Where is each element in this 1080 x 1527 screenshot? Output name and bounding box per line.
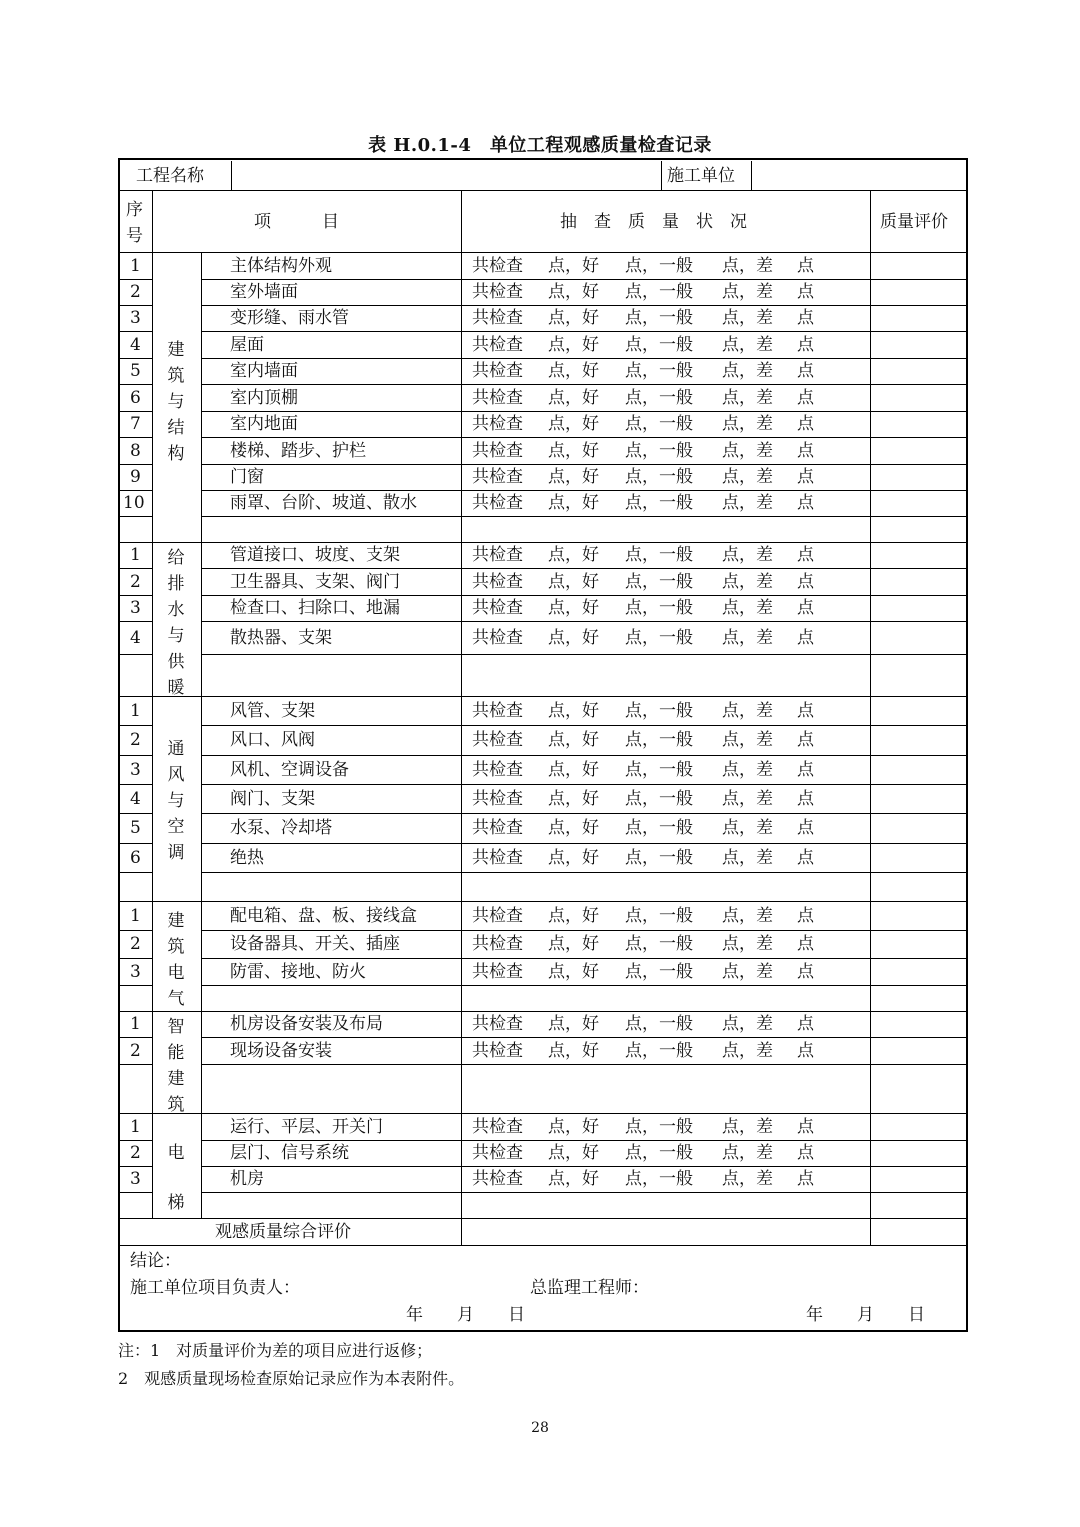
status-text: 共检查 xyxy=(472,701,523,721)
rule-line xyxy=(118,252,968,253)
item-name: 水泵、冷却塔 xyxy=(230,818,332,838)
eval-label: 质量评价 xyxy=(880,212,948,232)
status-text: 点，一般 xyxy=(625,1014,693,1034)
status-text: 点，好 xyxy=(548,1169,599,1189)
rule-line xyxy=(118,1113,968,1114)
contractor-lead-label: 施工单位项目负责人： xyxy=(130,1278,300,1298)
item-name: 散热器、支架 xyxy=(230,628,332,648)
status-text: 点，差 xyxy=(722,818,773,838)
status-text: 点，好 xyxy=(548,308,599,328)
rule-line xyxy=(118,621,152,622)
rule-line xyxy=(201,985,968,986)
status-text: 点，一般 xyxy=(625,545,693,565)
rule-line xyxy=(870,190,871,1245)
item-name: 现场设备安装 xyxy=(230,1041,332,1061)
rule-line xyxy=(201,1011,202,1113)
rule-line xyxy=(118,1245,968,1246)
status-text: 点，好 xyxy=(548,1041,599,1061)
status-text: 点，好 xyxy=(548,414,599,434)
status-text: 点，好 xyxy=(548,818,599,838)
seq-number: 3 xyxy=(130,598,141,618)
rule-line xyxy=(201,843,968,844)
status-text: 点，一般 xyxy=(625,818,693,838)
status-text: 点，好 xyxy=(548,572,599,592)
status-text: 点，差 xyxy=(722,441,773,461)
rule-line xyxy=(118,305,152,306)
status-text: 点，一般 xyxy=(625,256,693,276)
status-text: 点，差 xyxy=(722,1143,773,1163)
item-name: 防雷、接地、防火 xyxy=(230,962,366,982)
status-text: 点，一般 xyxy=(625,789,693,809)
page-number: 28 xyxy=(531,1420,549,1436)
table-title: 表 H.0.1-4 单位工程观感质量检查记录 xyxy=(368,135,712,156)
note-1: 注：1 对质量评价为差的项目应进行返修； xyxy=(118,1341,433,1360)
rule-line xyxy=(201,958,968,959)
item-name: 设备器具、开关、插座 xyxy=(230,934,400,954)
rule-line xyxy=(118,1166,152,1167)
status-text: 点，好 xyxy=(548,335,599,355)
rule-line xyxy=(118,1037,152,1038)
status-text: 点，差 xyxy=(722,388,773,408)
item-name: 层门、信号系统 xyxy=(230,1143,349,1163)
status-text: 点 xyxy=(797,730,814,750)
status-text: 点 xyxy=(797,414,814,434)
status-text: 点，差 xyxy=(722,308,773,328)
rule-line xyxy=(201,1166,968,1167)
status-text: 共检查 xyxy=(472,598,523,618)
status-text: 点 xyxy=(797,934,814,954)
status-text: 点 xyxy=(797,1117,814,1137)
seq-number: 4 xyxy=(130,789,141,809)
status-text: 点，差 xyxy=(722,572,773,592)
rule-line xyxy=(201,490,968,491)
status-text: 点，一般 xyxy=(625,1041,693,1061)
status-text: 点 xyxy=(797,1041,814,1061)
seq-number: 3 xyxy=(130,308,141,328)
rule-line xyxy=(118,1011,968,1012)
rule-line xyxy=(118,930,152,931)
rule-line xyxy=(118,464,152,465)
rule-line xyxy=(118,872,152,873)
item-label: 项 目 xyxy=(254,212,339,232)
rule-line xyxy=(201,595,968,596)
rule-line xyxy=(201,1192,968,1193)
seq-number: 8 xyxy=(130,441,141,461)
rule-line xyxy=(201,930,968,931)
status-text: 点，差 xyxy=(722,467,773,487)
item-name: 室内顶棚 xyxy=(230,388,298,408)
status-text: 点，好 xyxy=(548,361,599,381)
rule-line xyxy=(201,331,968,332)
rule-line xyxy=(118,958,152,959)
status-text: 点，一般 xyxy=(625,572,693,592)
date-label-right: 年 月 日 xyxy=(806,1305,925,1325)
status-text: 点 xyxy=(797,572,814,592)
status-text: 共检查 xyxy=(472,789,523,809)
note-2: 2 观感质量现场检查原始记录应作为本表附件。 xyxy=(118,1369,465,1388)
status-text: 共检查 xyxy=(472,441,523,461)
status-text: 点 xyxy=(797,1169,814,1189)
rule-line xyxy=(201,784,968,785)
rule-line xyxy=(118,279,152,280)
item-name: 室外墙面 xyxy=(230,282,298,302)
status-text: 点，一般 xyxy=(625,906,693,926)
status-text: 点，好 xyxy=(548,760,599,780)
item-name: 室内墙面 xyxy=(230,361,298,381)
status-text: 点，好 xyxy=(548,906,599,926)
seq-number: 9 xyxy=(130,467,141,487)
status-text: 点，好 xyxy=(548,598,599,618)
status-text: 点，差 xyxy=(722,282,773,302)
status-text: 点，好 xyxy=(548,1117,599,1137)
rule-line xyxy=(201,813,968,814)
rule-line xyxy=(201,1140,968,1141)
status-text: 共检查 xyxy=(472,388,523,408)
overall-eval-label: 观感质量综合评价 xyxy=(215,1222,351,1242)
rule-line xyxy=(118,437,152,438)
rule-line xyxy=(118,1140,152,1141)
status-text: 点 xyxy=(797,361,814,381)
seq-number: 3 xyxy=(130,962,141,982)
item-name: 雨罩、台阶、坡道、散水 xyxy=(230,493,417,513)
rule-line xyxy=(118,813,152,814)
rule-line xyxy=(118,725,152,726)
status-text: 共检查 xyxy=(472,308,523,328)
status-text: 点，好 xyxy=(548,441,599,461)
seq-number: 3 xyxy=(130,1169,141,1189)
status-text: 点 xyxy=(797,962,814,982)
rule-line xyxy=(201,901,202,1011)
status-text: 点，一般 xyxy=(625,628,693,648)
seq-number: 4 xyxy=(130,628,141,648)
item-name: 楼梯、踏步、护栏 xyxy=(230,441,366,461)
status-text: 共检查 xyxy=(472,361,523,381)
rule-line xyxy=(152,190,153,1218)
seq-number: 1 xyxy=(130,1014,141,1034)
status-label: 抽 查 质 量 状 况 xyxy=(560,212,747,232)
rule-line xyxy=(201,437,968,438)
seq-number: 3 xyxy=(130,760,141,780)
status-text: 共检查 xyxy=(472,1014,523,1034)
status-text: 点，差 xyxy=(722,545,773,565)
status-text: 点 xyxy=(797,441,814,461)
status-text: 点，差 xyxy=(722,701,773,721)
category-label: 电梯 xyxy=(167,1143,185,1213)
status-text: 共检查 xyxy=(472,414,523,434)
status-text: 共检查 xyxy=(472,628,523,648)
status-text: 点，一般 xyxy=(625,414,693,434)
chief-supervisor-label: 总监理工程师： xyxy=(530,1278,649,1298)
status-text: 点，差 xyxy=(722,760,773,780)
status-text: 点 xyxy=(797,335,814,355)
status-text: 点，一般 xyxy=(625,335,693,355)
status-text: 点，一般 xyxy=(625,282,693,302)
seq-number: 10 xyxy=(123,493,145,513)
status-text: 共检查 xyxy=(472,256,523,276)
status-text: 点，好 xyxy=(548,545,599,565)
status-text: 点，差 xyxy=(722,256,773,276)
rule-line xyxy=(118,901,968,902)
rule-line xyxy=(201,725,968,726)
project-name-label: 工程名称 xyxy=(136,166,204,186)
status-text: 点，一般 xyxy=(625,361,693,381)
category-label: 建筑与结构 xyxy=(167,340,185,464)
status-text: 点，差 xyxy=(722,848,773,868)
item-name: 风口、风阀 xyxy=(230,730,315,750)
status-text: 点，好 xyxy=(548,962,599,982)
status-text: 点 xyxy=(797,256,814,276)
status-text: 点，一般 xyxy=(625,934,693,954)
status-text: 点 xyxy=(797,906,814,926)
status-text: 共检查 xyxy=(472,906,523,926)
status-text: 点，差 xyxy=(722,934,773,954)
seq-number: 5 xyxy=(130,818,141,838)
rule-line xyxy=(118,985,152,986)
status-text: 点 xyxy=(797,701,814,721)
status-text: 点，一般 xyxy=(625,730,693,750)
status-text: 共检查 xyxy=(472,1117,523,1137)
rule-line xyxy=(201,1037,968,1038)
status-text: 点，一般 xyxy=(625,493,693,513)
status-text: 点，好 xyxy=(548,282,599,302)
seq-number: 2 xyxy=(130,730,141,750)
rule-line xyxy=(118,190,968,191)
item-name: 管道接口、坡度、支架 xyxy=(230,545,400,565)
rule-line xyxy=(118,843,152,844)
seq-number: 1 xyxy=(130,545,141,565)
status-text: 点 xyxy=(797,1143,814,1163)
status-text: 点，一般 xyxy=(625,701,693,721)
status-text: 点 xyxy=(797,848,814,868)
status-text: 共检查 xyxy=(472,760,523,780)
status-text: 点，好 xyxy=(548,1143,599,1163)
status-text: 点，好 xyxy=(548,256,599,276)
status-text: 共检查 xyxy=(472,572,523,592)
status-text: 点 xyxy=(797,493,814,513)
contractor-label: 施工单位 xyxy=(667,166,735,186)
status-text: 点，差 xyxy=(722,493,773,513)
seq-number: 1 xyxy=(130,701,141,721)
status-text: 点 xyxy=(797,1014,814,1034)
rule-line xyxy=(201,1064,968,1065)
item-name: 风机、空调设备 xyxy=(230,760,349,780)
rule-line xyxy=(201,516,968,517)
status-text: 点 xyxy=(797,628,814,648)
rule-line xyxy=(118,696,968,697)
rule-line xyxy=(201,358,968,359)
seq-number: 2 xyxy=(130,282,141,302)
rule-line xyxy=(118,784,152,785)
rule-line xyxy=(118,595,152,596)
rule-line xyxy=(201,542,202,696)
seq-number: 5 xyxy=(130,361,141,381)
status-text: 点，差 xyxy=(722,335,773,355)
rule-line xyxy=(201,279,968,280)
rule-line xyxy=(461,190,462,1245)
seq-number: 2 xyxy=(130,572,141,592)
status-text: 点 xyxy=(797,388,814,408)
item-name: 室内地面 xyxy=(230,414,298,434)
item-name: 配电箱、盘、板、接线盒 xyxy=(230,906,417,926)
item-name: 阀门、支架 xyxy=(230,789,315,809)
status-text: 点，差 xyxy=(722,598,773,618)
status-text: 点，好 xyxy=(548,1014,599,1034)
rule-line xyxy=(118,331,152,332)
status-text: 点 xyxy=(797,598,814,618)
status-text: 点，一般 xyxy=(625,467,693,487)
status-text: 共检查 xyxy=(472,467,523,487)
status-text: 点，一般 xyxy=(625,1143,693,1163)
status-text: 共检查 xyxy=(472,1143,523,1163)
status-text: 点，一般 xyxy=(625,1117,693,1137)
status-text: 点，好 xyxy=(548,848,599,868)
rule-line xyxy=(201,654,968,655)
rule-line xyxy=(231,161,232,190)
rule-line xyxy=(118,384,152,385)
inspection-record-table xyxy=(118,158,968,1332)
seq-number: 1 xyxy=(130,906,141,926)
category-label: 通风与空调 xyxy=(167,739,185,863)
status-text: 共检查 xyxy=(472,1169,523,1189)
status-text: 点，好 xyxy=(548,467,599,487)
category-label: 智能建筑 xyxy=(167,1017,185,1115)
status-text: 点，好 xyxy=(548,789,599,809)
rule-line xyxy=(201,621,968,622)
status-text: 点，差 xyxy=(722,1014,773,1034)
rule-line xyxy=(118,568,152,569)
rule-line xyxy=(201,464,968,465)
seq-number: 6 xyxy=(130,388,141,408)
status-text: 点，差 xyxy=(722,962,773,982)
status-text: 共检查 xyxy=(472,962,523,982)
rule-line xyxy=(118,516,152,517)
status-text: 共检查 xyxy=(472,1041,523,1061)
item-name: 检查口、扫除口、地漏 xyxy=(230,598,400,618)
status-text: 点 xyxy=(797,282,814,302)
status-text: 点 xyxy=(797,467,814,487)
status-text: 点，差 xyxy=(722,1041,773,1061)
status-text: 点，差 xyxy=(722,628,773,648)
status-text: 点，差 xyxy=(722,789,773,809)
status-text: 点，差 xyxy=(722,1169,773,1189)
status-text: 共检查 xyxy=(472,730,523,750)
rule-line xyxy=(201,252,202,542)
rule-line xyxy=(201,696,202,901)
rule-line xyxy=(201,384,968,385)
item-name: 绝热 xyxy=(230,848,264,868)
rule-line xyxy=(118,411,152,412)
status-text: 点，差 xyxy=(722,730,773,750)
status-text: 点，好 xyxy=(548,934,599,954)
seq-number: 1 xyxy=(130,256,141,276)
status-text: 点，一般 xyxy=(625,760,693,780)
status-text: 点 xyxy=(797,545,814,565)
item-name: 机房设备安装及布局 xyxy=(230,1014,383,1034)
status-text: 共检查 xyxy=(472,493,523,513)
rule-line xyxy=(751,161,752,190)
seq-number: 1 xyxy=(130,1117,141,1137)
status-text: 共检查 xyxy=(472,818,523,838)
status-text: 点 xyxy=(797,308,814,328)
category-label: 给排水与供暖 xyxy=(167,548,185,698)
seq-number: 6 xyxy=(130,848,141,868)
category-label: 建筑电气 xyxy=(167,911,185,1009)
item-name: 卫生器具、支架、阀门 xyxy=(230,572,400,592)
rule-line xyxy=(118,1064,152,1065)
item-name: 机房 xyxy=(230,1169,264,1189)
rule-line xyxy=(118,654,152,655)
rule-line xyxy=(118,358,152,359)
rule-line xyxy=(661,161,662,190)
status-text: 点，好 xyxy=(548,388,599,408)
rule-line xyxy=(201,411,968,412)
rule-line xyxy=(201,305,968,306)
status-text: 点，一般 xyxy=(625,962,693,982)
status-text: 点，差 xyxy=(722,906,773,926)
rule-line xyxy=(118,1218,968,1219)
status-text: 点，差 xyxy=(722,414,773,434)
item-name: 屋面 xyxy=(230,335,264,355)
item-name: 运行、平层、开关门 xyxy=(230,1117,383,1137)
rule-line xyxy=(201,872,968,873)
seq-number: 2 xyxy=(130,1143,141,1163)
status-text: 点，一般 xyxy=(625,848,693,868)
item-name: 门窗 xyxy=(230,467,264,487)
status-text: 点，差 xyxy=(722,361,773,381)
rule-line xyxy=(118,542,968,543)
status-text: 点，好 xyxy=(548,701,599,721)
status-text: 共检查 xyxy=(472,934,523,954)
status-text: 点 xyxy=(797,818,814,838)
status-text: 点，一般 xyxy=(625,308,693,328)
status-text: 点，一般 xyxy=(625,441,693,461)
seq-number: 2 xyxy=(130,1041,141,1061)
rule-line xyxy=(201,755,968,756)
conclusion-label: 结论： xyxy=(130,1251,181,1271)
item-name: 主体结构外观 xyxy=(230,256,332,276)
status-text: 点 xyxy=(797,789,814,809)
seq-number: 7 xyxy=(130,414,141,434)
status-text: 点，一般 xyxy=(625,1169,693,1189)
rule-line xyxy=(118,490,152,491)
rule-line xyxy=(118,755,152,756)
rule-line xyxy=(118,1192,152,1193)
item-name: 变形缝、雨水管 xyxy=(230,308,349,328)
status-text: 共检查 xyxy=(472,282,523,302)
status-text: 点，好 xyxy=(548,493,599,513)
date-label-left: 年 月 日 xyxy=(406,1305,525,1325)
seq-number: 2 xyxy=(130,934,141,954)
status-text: 点，好 xyxy=(548,628,599,648)
status-text: 共检查 xyxy=(472,335,523,355)
status-text: 点 xyxy=(797,760,814,780)
seq-number: 4 xyxy=(130,335,141,355)
status-text: 点，好 xyxy=(548,730,599,750)
seq-label: 序号 xyxy=(126,200,143,246)
rule-line xyxy=(201,568,968,569)
status-text: 共检查 xyxy=(472,848,523,868)
status-text: 点，差 xyxy=(722,1117,773,1137)
status-text: 点，一般 xyxy=(625,388,693,408)
item-name: 风管、支架 xyxy=(230,701,315,721)
status-text: 点，一般 xyxy=(625,598,693,618)
status-text: 共检查 xyxy=(472,545,523,565)
